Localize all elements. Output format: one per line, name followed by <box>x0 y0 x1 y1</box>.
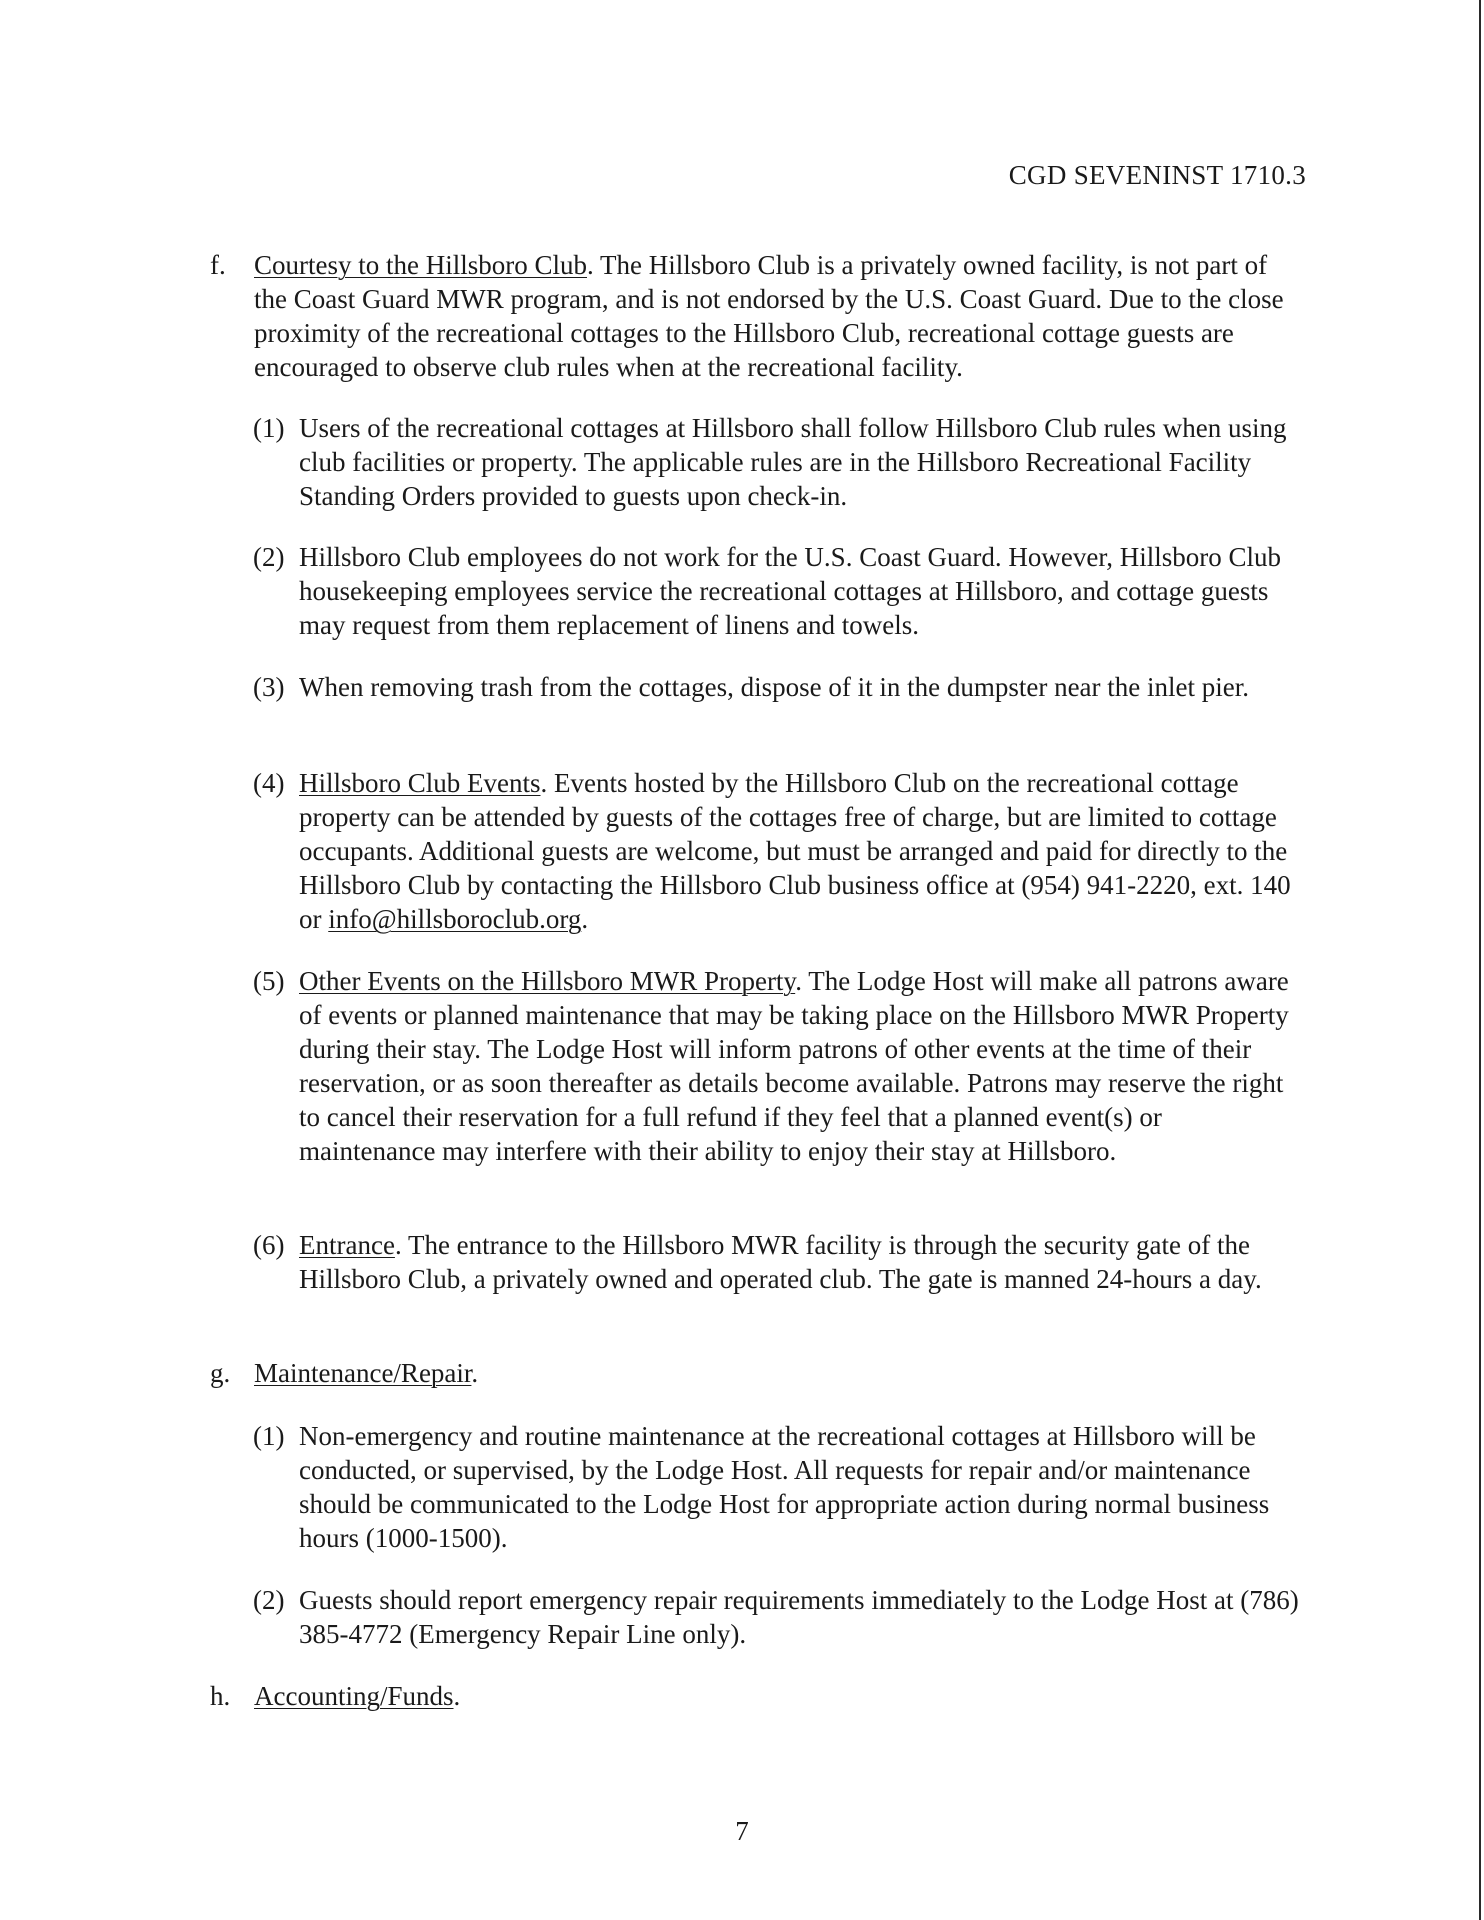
document-id-header: CGD SEVENINST 1710.3 <box>1008 160 1306 190</box>
item-text <box>299 964 1301 1168</box>
section-g-title: Maintenance/Repair <box>254 1358 472 1388</box>
item-body: . The Lodge Host will make all patrons aware of events or planned maintenance that may be taking place on the Hillsboro MWR Property during their stay. The Lodge Host will inform patrons of other events at the time of their reservation, or as soon thereafter as details become available. Patrons may reserve the right to cancel their reservation for a full refund if they feel that a planned event(s) or maintenance may interfere with their ability to enjoy their stay at Hillsboro. <box>299 966 1289 1166</box>
item-text <box>299 766 1301 936</box>
item-text: Hillsboro Club employees do not work for the U.S. Coast Guard. However, Hillsboro Club housekeeping employees service the recreational cottages at Hillsboro, and cottage guests may request from them replacement of linens and towels. <box>299 542 1282 640</box>
section-f-paragraph <box>254 248 1300 384</box>
item-number: (1) <box>253 1421 285 1451</box>
item-number: (1) <box>253 413 285 443</box>
item-number: (2) <box>253 542 285 572</box>
item-tail: . <box>581 904 589 934</box>
section-f-letter: f. <box>210 250 226 280</box>
item-number: (4) <box>253 768 285 798</box>
section-g-heading <box>254 1356 1300 1390</box>
section-h-heading <box>254 1679 1300 1713</box>
item-number: (6) <box>253 1230 285 1260</box>
section-g-letter: g. <box>210 1358 231 1388</box>
section-f-body: . The Hillsboro Club is a privately owned facility, is not part of the Coast Guard MWR program, and is not endorsed by the U.S. Coast Guard. Due to the close proximity of the recreational cottages to the Hillsboro Club, recreational cottage guests are encouraged to observe club rules when at the recreational facility. <box>254 250 1284 382</box>
item-text: When removing trash from the cottages, dispose of it in the dumpster near the inlet pier. <box>299 672 1249 702</box>
section-f-title: Courtesy to the Hillsboro Club <box>254 250 587 280</box>
item-text <box>299 1228 1301 1296</box>
email-link[interactable]: info@hillsboroclub.org <box>328 904 582 934</box>
page-number: 7 <box>735 1816 749 1846</box>
item-title: Other Events on the Hillsboro MWR Property <box>299 966 796 996</box>
item-body: . Events hosted by the Hillsboro Club on the recreational cottage property can be attended by guests of the cottages free of charge, but are limited to cottage occupants. Additional guests are welcome, but must be arranged and paid for directly to the Hillsboro Club by contacting the Hillsboro Club business office at (954) 941-2220, ext. 140 or <box>299 768 1291 934</box>
page-edge-line <box>1479 0 1481 1920</box>
section-h-title: Accounting/Funds <box>254 1681 454 1711</box>
item-number: (3) <box>253 672 285 702</box>
item-text: Guests should report emergency repair requirements immediately to the Lodge Host at (786) 385-4772 (Emergency Repair Line only). <box>299 1585 1299 1649</box>
item-number: (5) <box>253 966 285 996</box>
item-body: . The entrance to the Hillsboro MWR facility is through the security gate of the Hillsboro Club, a privately owned and operated club. The gate is manned 24-hours a day. <box>299 1230 1262 1294</box>
item-title: Hillsboro Club Events <box>299 768 541 798</box>
section-h-letter: h. <box>210 1681 231 1711</box>
section-g-tail: . <box>471 1358 479 1388</box>
item-number: (2) <box>253 1585 285 1615</box>
item-text: Non-emergency and routine maintenance at the recreational cottages at Hillsboro will be conducted, or supervised, by the Lodge Host. All requests for repair and/or maintenance should be communicated to the Lodge Host for appropriate action during normal business hours (1000-1500). <box>299 1421 1270 1553</box>
section-h-tail: . <box>453 1681 461 1711</box>
item-title: Entrance <box>299 1230 395 1260</box>
item-text: Users of the recreational cottages at Hillsboro shall follow Hillsboro Club rules when using club facilities or property. The applicable rules are in the Hillsboro Recreational Facility Standing Orders provided to guests upon check-in. <box>299 413 1287 511</box>
